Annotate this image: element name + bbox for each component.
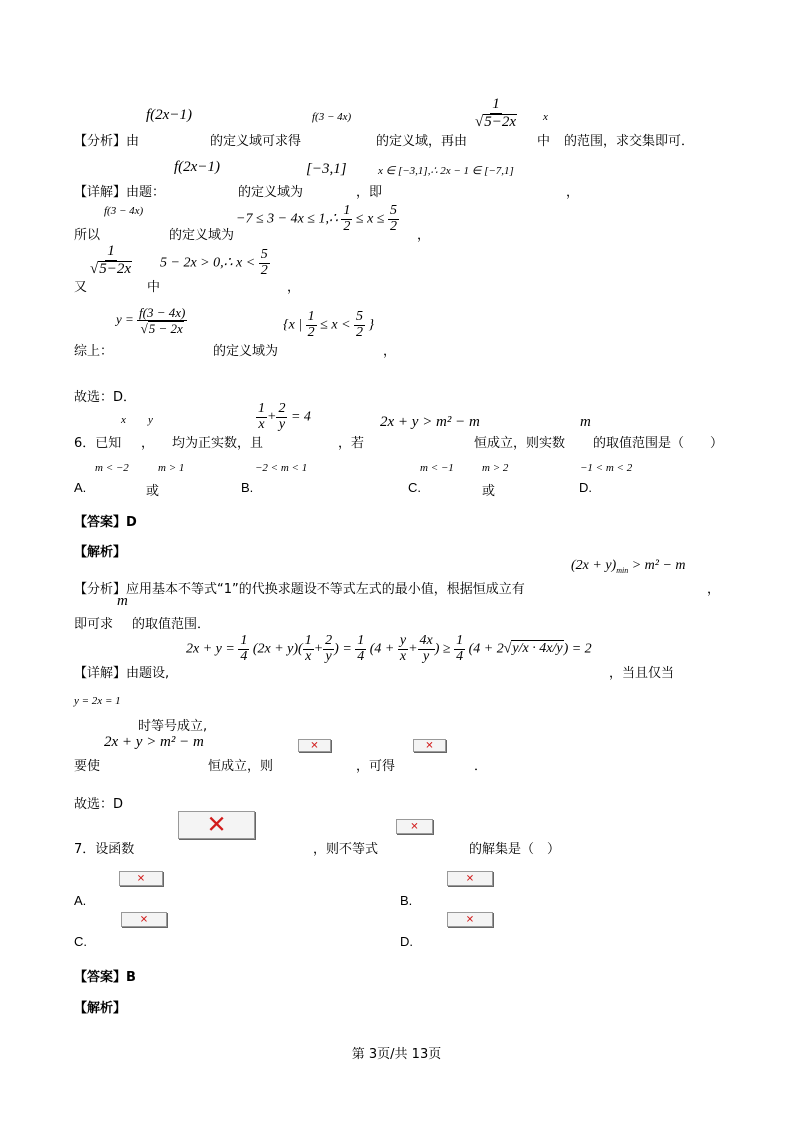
text: 中 [147, 280, 161, 295]
text: 的取值范围． [132, 617, 211, 632]
detail-line: 【详解】由题设, [74, 666, 170, 681]
math-inequality: 2x + y > m² − m [380, 414, 480, 430]
text: ，即 [356, 185, 383, 200]
page-footer: 第 3页/共 13页 [351, 1047, 442, 1062]
broken-image-icon [121, 912, 167, 927]
option-d-label: D. [579, 480, 592, 495]
option-a-label: A. [74, 893, 87, 908]
math-option: −1 < m < 2 [580, 462, 633, 474]
math-equality-condition: y = 2x = 1 [74, 695, 121, 707]
text: ，若 [338, 436, 365, 451]
text: 要使 [74, 759, 101, 774]
text: 的定义域，再由 [376, 134, 468, 149]
text: 的定义域为 [169, 228, 235, 243]
text: ． [474, 759, 488, 774]
analysis-header: 【解析】 [74, 1001, 127, 1016]
math-x: x [543, 111, 548, 123]
math-m: m [580, 414, 591, 430]
math-f-3-4x: f(3 − 4x) [104, 205, 144, 217]
text: ， [566, 185, 580, 200]
broken-image-icon [447, 871, 493, 886]
broken-image-icon [413, 739, 446, 752]
text: 或 [482, 484, 496, 499]
option-c-label: C. [74, 934, 87, 949]
text: 又 [74, 280, 88, 295]
text: ， [383, 344, 397, 359]
math-x: x [121, 414, 126, 426]
text: ， [141, 436, 155, 451]
answer-label: 【答案】D [74, 515, 137, 530]
math-condition: 5 − 2x > 0,∴ x < $\frac{5}{2}$ [160, 247, 268, 278]
analysis-line: 【分析】由 [74, 134, 140, 149]
math-y: y [148, 414, 153, 426]
math-f-2x-1: f(2x−1) [146, 107, 192, 123]
text: ， [287, 280, 301, 295]
text: ，可得 [356, 759, 396, 774]
text: ， [417, 228, 431, 243]
math-f-3-4x: f(3 − 4x) [312, 111, 352, 123]
question-6-stem: 6．已知 [74, 436, 122, 451]
option-d-label: D. [400, 934, 413, 949]
math-option: m < −2 [95, 462, 129, 474]
text: 即可求 [74, 617, 114, 632]
text: 中 [537, 134, 551, 149]
math-f-2x-1: f(2x−1) [174, 159, 220, 175]
math-interval: [−3,1] [306, 161, 347, 177]
option-a-label: A. [74, 480, 87, 495]
text: ， [707, 582, 721, 597]
math-option: m > 2 [482, 462, 509, 474]
option-b-label: B. [400, 893, 413, 908]
detail-line: 【详解】由题： [74, 185, 166, 200]
broken-image-icon [178, 811, 255, 839]
broken-image-icon [119, 871, 163, 886]
option-c-label: C. [408, 480, 421, 495]
text: 的范围，求交集即可． [564, 134, 695, 149]
math-inequality: −7 ≤ 3 − 4x ≤ 1,∴ $\frac{1}{2}$ ≤ x ≤ $\frac{5}{2}$ [236, 203, 397, 234]
analysis-header: 【解析】 [74, 545, 127, 560]
text: 的解集是（ ） [469, 842, 561, 857]
math-fraction: $\frac{1}{√5-2x}$ [475, 96, 517, 130]
text: 均为正实数，且 [172, 436, 264, 451]
text: 的定义域为 [238, 185, 304, 200]
text: 的定义域为 [213, 344, 279, 359]
text: 恒成立，则实数 [474, 436, 566, 451]
question-7-stem: 7．设函数 [74, 842, 135, 857]
choice-line: 故选：D． [74, 390, 137, 405]
math-option: m > 1 [158, 462, 185, 474]
broken-image-icon [447, 912, 493, 927]
broken-image-icon [298, 739, 331, 752]
option-b-label: B. [241, 480, 254, 495]
choice-line: 故选：D [74, 797, 124, 812]
text: 时等号成立, [138, 719, 208, 734]
math-chain: x ∈ [−3,1],∴ 2x − 1 ∈ [−7,1] [378, 165, 514, 177]
text: 综上： [74, 344, 114, 359]
math-min-condition: $(2x + y)_{min} > m^2 - m$ [571, 558, 686, 575]
analysis-line: 【分析】应用基本不等式“1”的代换求题设不等式左式的最小值，根据恒成立有 [74, 582, 525, 597]
answer-label: 【答案】B [74, 970, 136, 985]
math-derivation: 2x + y = $\frac{1}{4}$ (2x + y)( $\frac{1}{x}$ + $\frac{2}{y}$ ) = $\frac{1}{4}$ (4 + $\frac{y}{x}$ + $\frac{4x}{y}$ ) ≥ $\frac{1}{4}$ (4 + 2√y/x · 4x/y) = 2 [186, 633, 592, 664]
text: 恒成立，则 [208, 759, 274, 774]
text: 的取值范围是（ ） [593, 436, 724, 451]
math-y-definition: y = $\frac{f(3 - 4x)}{√5 - 2x}$ [116, 305, 186, 336]
math-option: −2 < m < 1 [255, 462, 308, 474]
math-fraction: $\frac{1}{√5-2x}$ [90, 243, 132, 277]
text: ，则不等式 [313, 842, 379, 857]
math-inequality: 2x + y > m² − m [104, 734, 204, 750]
math-m: m [117, 593, 128, 609]
math-option: m < −1 [420, 462, 454, 474]
text: 的定义域可求得 [210, 134, 302, 149]
text: 或 [146, 484, 160, 499]
broken-image-icon [396, 819, 433, 834]
math-equation: $\frac{1}{x}$ + $\frac{2}{y}$ = 4 [258, 401, 311, 432]
text: ，当且仅当 [609, 666, 675, 681]
text: 所以 [74, 228, 101, 243]
math-solution-set: {x | $\frac{1}{2}$ ≤ x < $\frac{5}{2}$ } [283, 309, 375, 340]
